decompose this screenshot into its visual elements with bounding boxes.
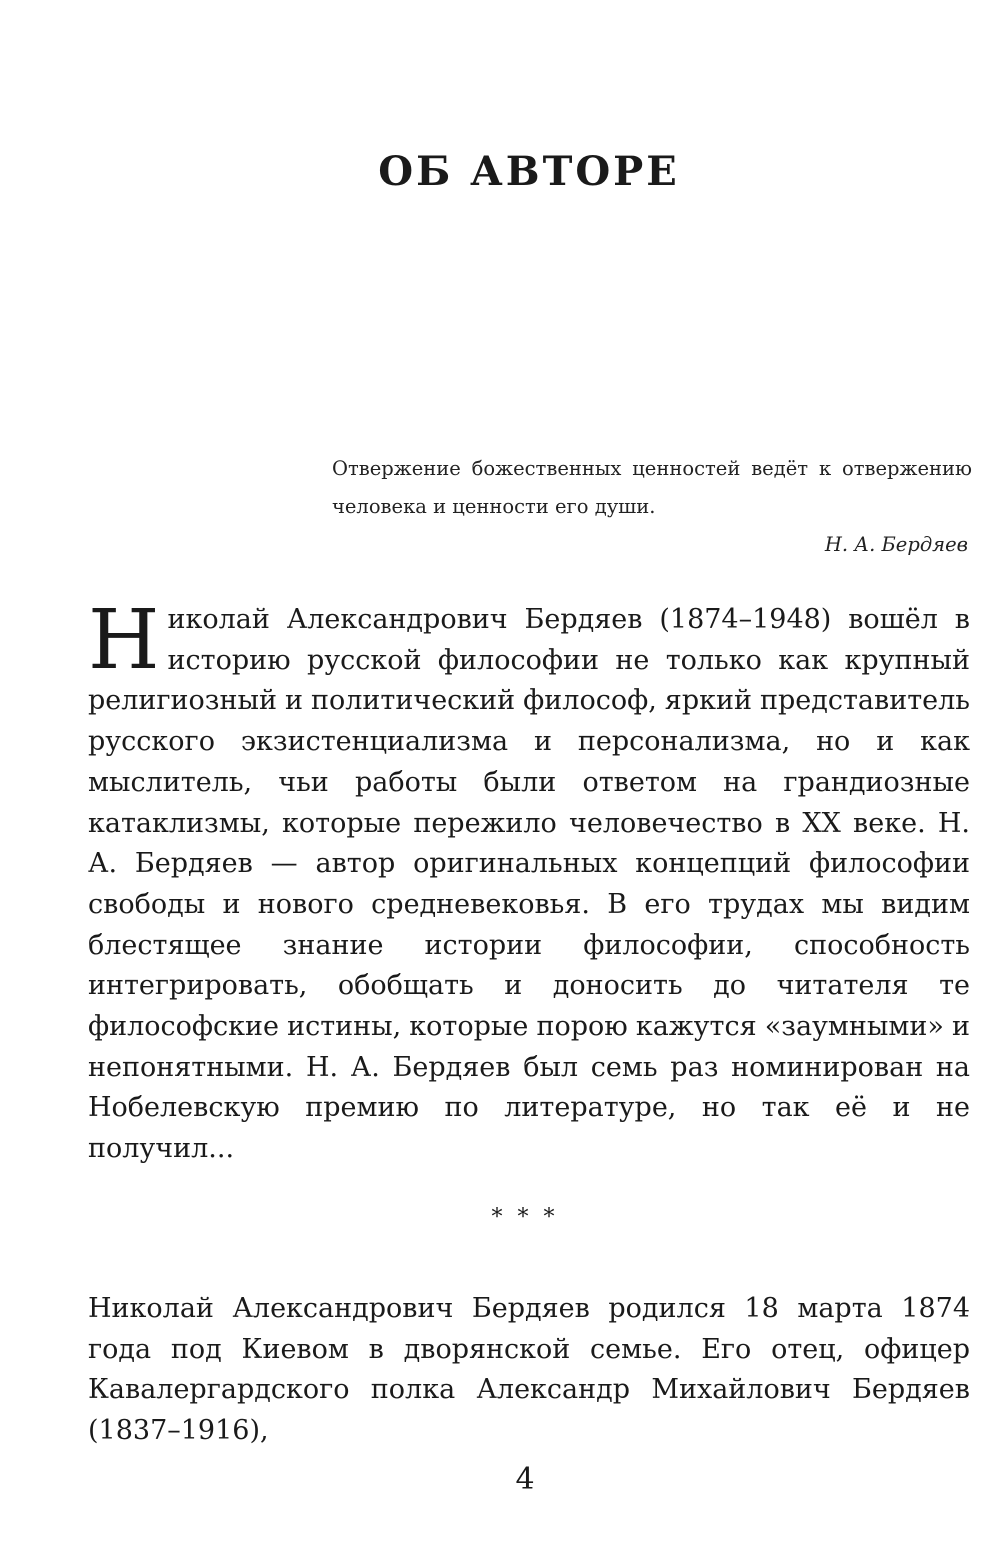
paragraph-intro-text: иколай Александрович Бердяев (1874–1948) вошёл в историю русской философии не только как крупный религиозный и политический философ, яркий представитель русского экзистенциализма и персонализма, но и как мыслитель, чьи работы были ответом на грандиозные катаклизмы, которые пережило человечество в XX веке. Н. А. Бердяев — автор оригинальных концепций философии свободы и нового средневековья. В его трудах мы видим блестящее знание истории философии, способность интегрировать, обобщать и доносить до читателя те философские истины, которые порою кажутся «заумными» и непонятными. Н. А. Бердяев был семь раз номинирован на Нобелевскую премию по литературе, но так её и не получил... xyxy=(88,604,970,1165)
paragraph-biography: Николай Александрович Бердяев родился 18 марта 1874 года под Киевом в дворянской семье. Его отец, офицер Кавалергардского полка Александр Михайлович Бердяев (1837–1916), xyxy=(88,1293,970,1447)
epigraph-author: Н. А. Бердяев xyxy=(824,533,968,556)
section-separator: * * * xyxy=(491,1205,559,1230)
epigraph xyxy=(332,450,972,564)
paragraph-intro xyxy=(88,593,970,1170)
epigraph-text: Отвержение божественных ценностей ведёт к отвержению человека и ценности его души. xyxy=(332,457,972,518)
drop-cap: Н xyxy=(88,593,160,688)
page-number: 4 xyxy=(515,1462,535,1497)
page-title: ОБ АВТОРЕ xyxy=(378,148,680,195)
